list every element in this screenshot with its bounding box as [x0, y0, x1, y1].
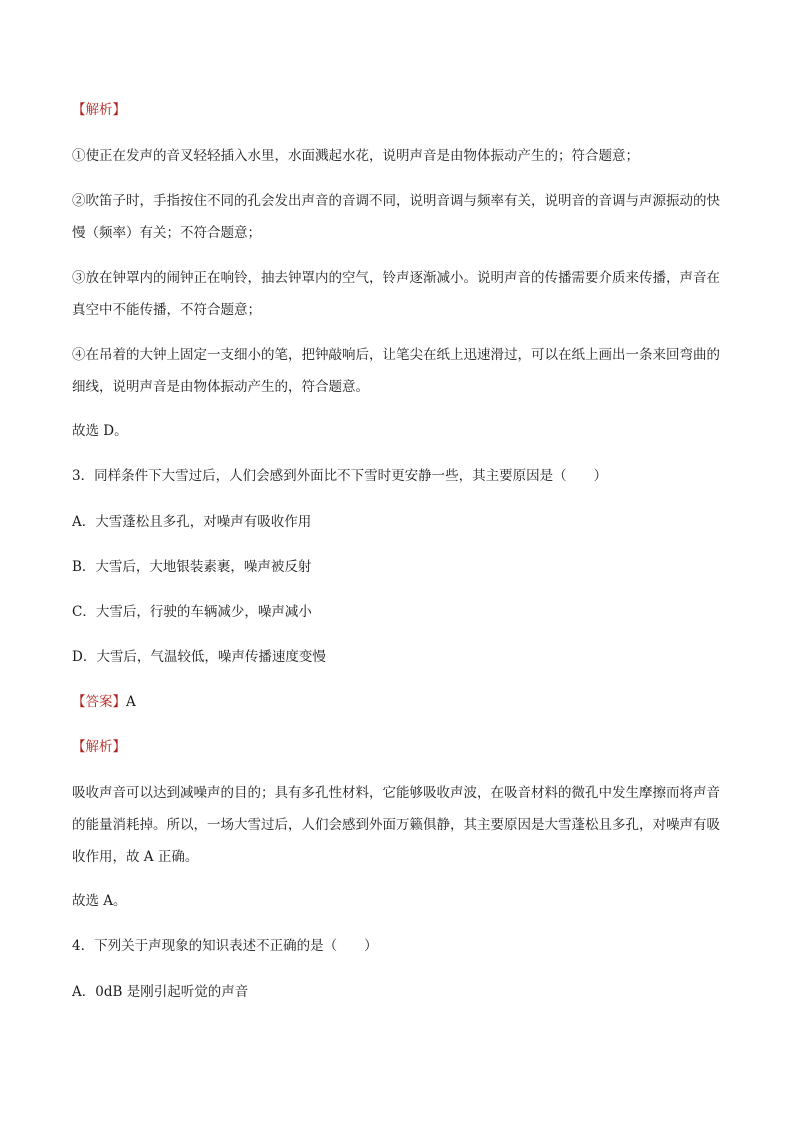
- analysis-item-1: ①使正在发声的音叉轻轻插入水里，水面溅起水花，说明声音是由物体振动产生的；符合题意；: [72, 148, 639, 164]
- question-3-stem: 3．同样条件下大雪过后，人们会感到外面比不下雪时更安静一些，其主要原因是（ ）: [72, 468, 608, 484]
- question-4-option-a: A．0dB 是刚引起听觉的声音: [72, 984, 249, 1000]
- question-3-option-b: B．大雪后，大地银装素裹，噪声被反射: [72, 559, 312, 575]
- question-4-stem: 4．下列关于声现象的知识表述不正确的是（ ）: [72, 938, 378, 954]
- question-3-option-c: C．大雪后，行驶的车辆减少，噪声减小: [72, 604, 312, 620]
- question-3-option-d: D．大雪后，气温较低，噪声传播速度变慢: [72, 649, 326, 665]
- analysis-label: 【解析】: [72, 102, 126, 118]
- choose-answer-3: 故选 A。: [72, 893, 127, 909]
- question-3-answer: [72, 686, 722, 718]
- analysis-item-3: ③放在钟罩内的闹钟正在响铃，抽去钟罩内的空气，铃声逐渐减小。说明声音的传播需要介质来传播，声音在真空中不能传播，不符合题意；: [72, 270, 720, 318]
- question-3-option-a: A．大雪蓬松且多孔，对噪声有吸收作用: [72, 514, 312, 530]
- analysis-item-2: ②吹笛子时，手指按住不同的孔会发出声音的音调不同，说明音调与频率有关，说明音的音调与声源振动的快慢（频率）有关；不符合题意；: [72, 193, 720, 241]
- answer-value: A: [126, 694, 136, 710]
- question-3-explanation: 吸收声音可以达到减噪声的目的；具有多孔性材料，它能够吸收声波，在吸音材料的微孔中发生摩擦而将声音的能量消耗掉。所以，一场大雪过后，人们会感到外面万籁俱静，其主要原因是大雪蓬松且多孔，对噪声有吸收作用，故 A 正确。: [72, 785, 720, 865]
- question-3-analysis-label: 【解析】: [72, 739, 126, 755]
- answer-label: 【答案】: [72, 694, 126, 710]
- analysis-item-4: ④在吊着的大钟上固定一支细小的笔，把钟敲响后，让笔尖在纸上迅速滑过，可以在纸上画出一条来回弯曲的细线，说明声音是由物体振动产生的，符合题意。: [72, 347, 720, 395]
- choose-answer-2: 故选 D。: [72, 423, 128, 439]
